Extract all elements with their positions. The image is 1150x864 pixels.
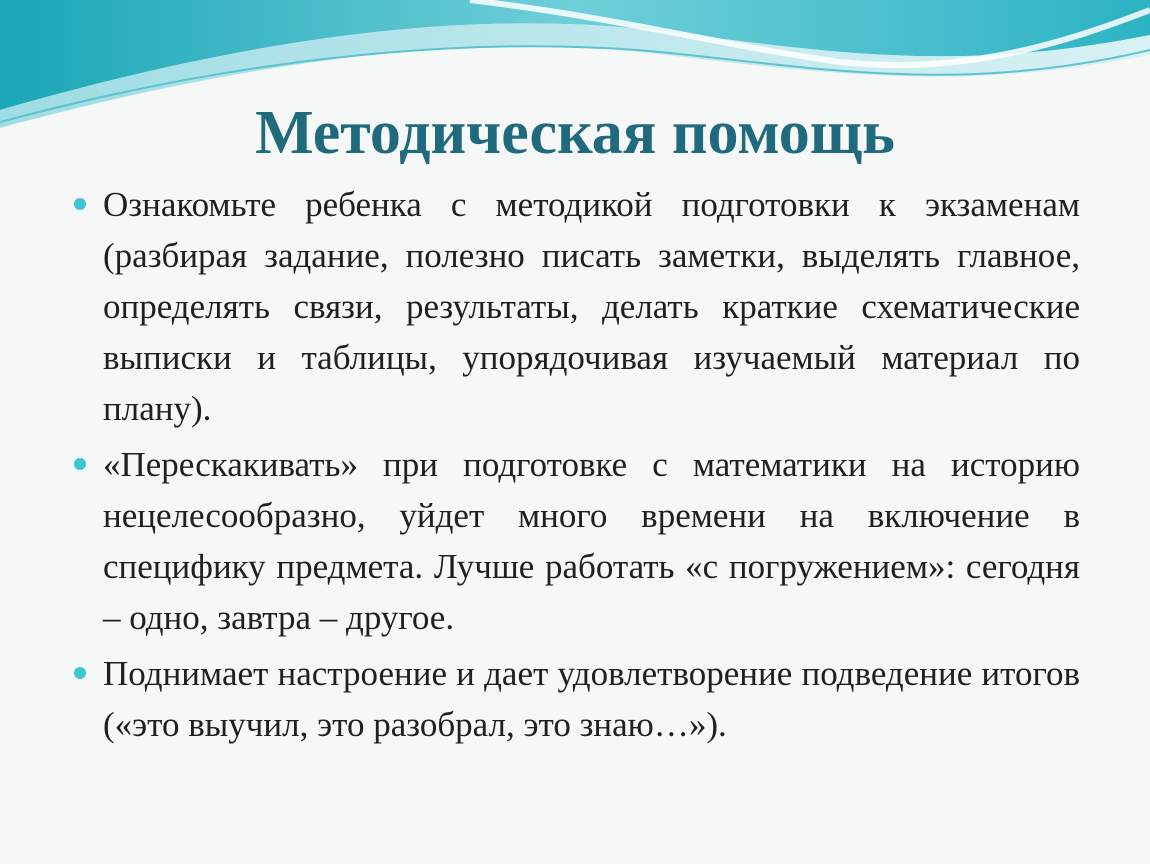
bullet-dot-icon <box>74 198 86 210</box>
bullet-text: «Перескакивать» при подготовке с математики на историю нецелесообразно, уйдет много времени на включение в специфику предмета. Лучше работать «с погружением»: сегодня – одно, завтра – другое. <box>103 445 1080 637</box>
bullet-dot-icon <box>74 667 86 679</box>
bullet-item <box>103 179 1080 434</box>
bullet-item <box>103 648 1080 750</box>
bullet-list <box>103 179 1080 755</box>
bullet-text: Ознакомьте ребенка с методикой подготовки к экзаменам (разбирая задание, полезно писать заметки, выделять главное, определять связи, результаты, делать краткие схематические выписки и таблицы, упорядочивая изучаемый материал по плану). <box>103 185 1080 428</box>
bullet-item <box>103 439 1080 643</box>
bullet-text: Поднимает настроение и дает удовлетворение подведение итогов («это выучил, это разобрал, это знаю…»). <box>103 654 1080 744</box>
page-title: Методическая помощь <box>255 99 895 167</box>
bullet-dot-icon <box>74 458 86 470</box>
